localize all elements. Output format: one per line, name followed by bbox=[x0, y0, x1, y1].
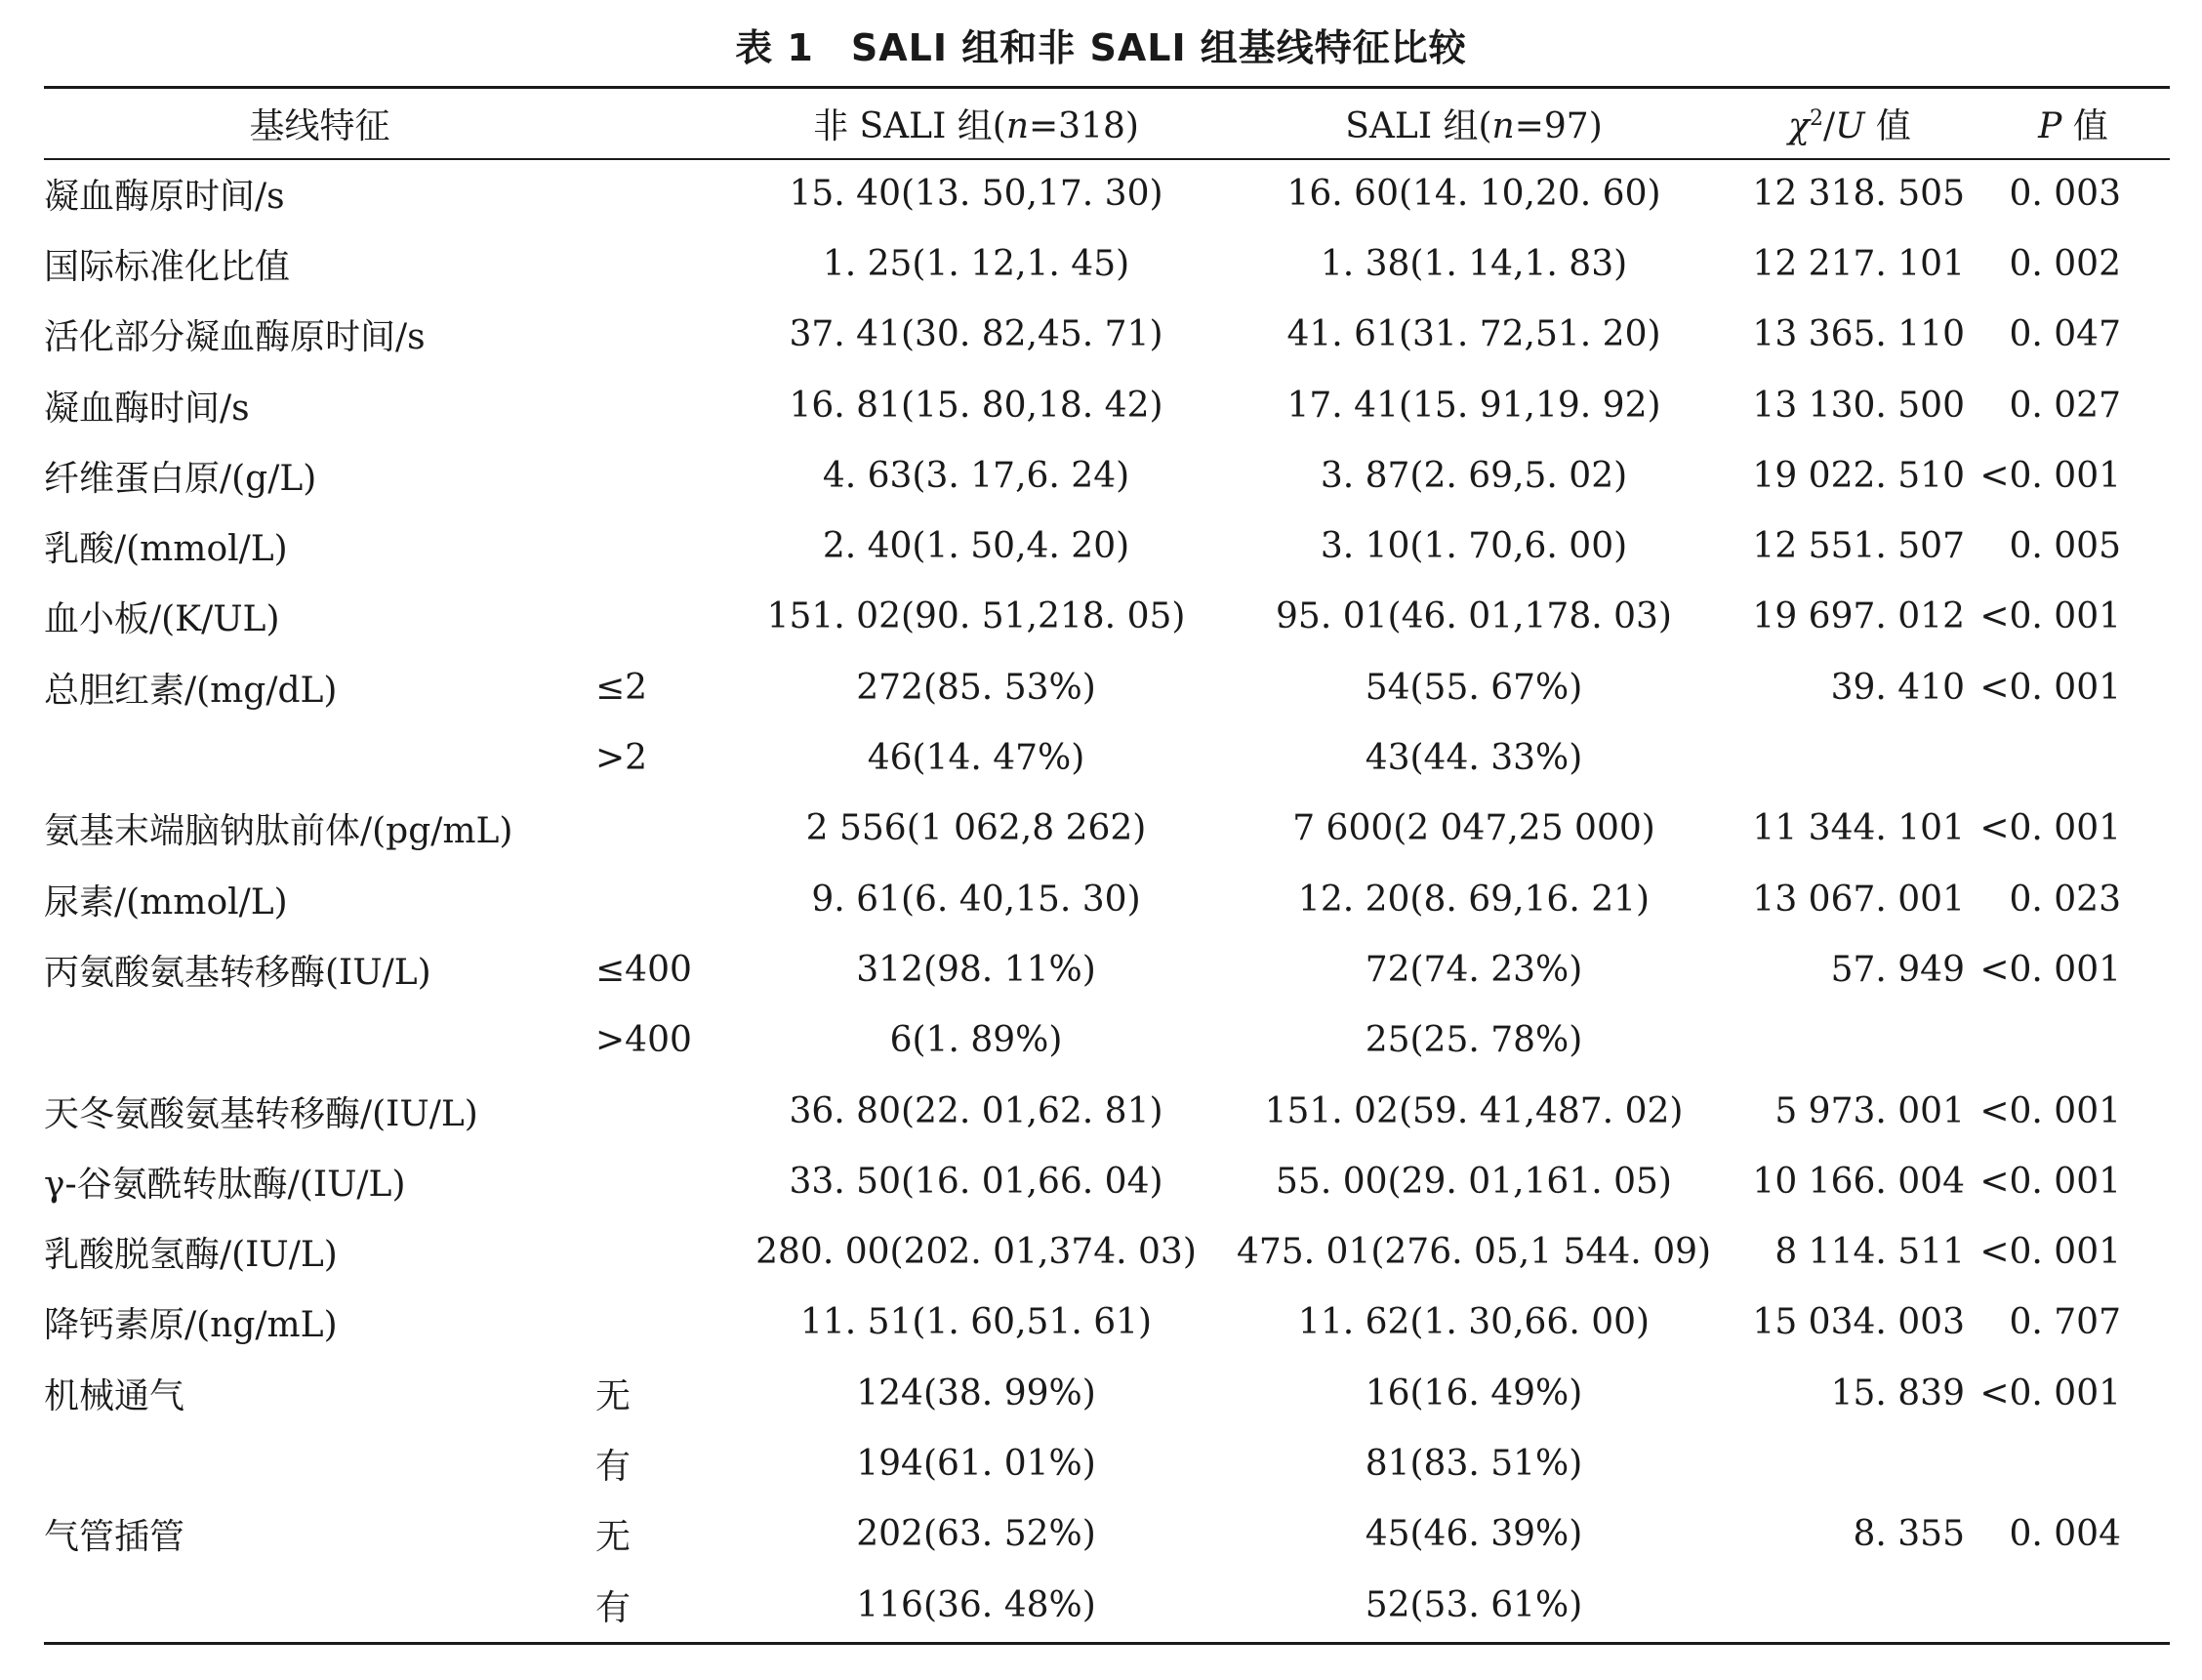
cell-statistic: 8 114. 511 bbox=[1774, 1232, 1965, 1273]
cell-feature: 乳酸/(mmol/L) bbox=[44, 529, 288, 570]
table-row bbox=[44, 864, 2170, 934]
cell-statistic: 12 318. 505 bbox=[1752, 173, 1965, 214]
cell-p-value: <0. 001 bbox=[1979, 1373, 2121, 1414]
cell-non-sali: 15. 40(13. 50,17. 30) bbox=[789, 173, 1163, 214]
cell-non-sali: 194(61. 01%) bbox=[856, 1443, 1096, 1484]
cell-subgroup bbox=[595, 1288, 727, 1358]
cell-sali: 16(16. 49%) bbox=[1365, 1373, 1583, 1414]
cell-sali: 95. 01(46. 01,178. 03) bbox=[1276, 596, 1672, 637]
cell-sali: 3. 87(2. 69,5. 02) bbox=[1320, 455, 1628, 496]
cell-p-value: 0. 023 bbox=[2009, 879, 2121, 920]
cell-sali: 41. 61(31. 72,51. 20) bbox=[1286, 314, 1661, 355]
cell-subgroup bbox=[595, 300, 727, 370]
cell-sali: 151. 02(59. 41,487. 02) bbox=[1264, 1090, 1684, 1131]
cell-feature bbox=[44, 722, 595, 793]
cell-feature: 天冬氨酸氨基转移酶/(IU/L) bbox=[44, 1093, 478, 1134]
cell-non-sali: 33. 50(16. 01,66. 04) bbox=[789, 1161, 1163, 1202]
cell-sali: 1. 38(1. 14,1. 83) bbox=[1320, 243, 1628, 284]
cell-non-sali: 37. 41(30. 82,45. 71) bbox=[789, 314, 1163, 355]
cell-feature: 乳酸脱氢酶/(IU/L) bbox=[44, 1235, 338, 1276]
table-body bbox=[44, 158, 2170, 1640]
cell-feature: 活化部分凝血酶原时间/s bbox=[44, 317, 426, 358]
table-title: SALI 组和非 SALI 组基线特征比较 bbox=[850, 26, 1467, 69]
cell-sali: 52(53. 61%) bbox=[1365, 1584, 1583, 1625]
cell-non-sali: 272(85. 53%) bbox=[856, 667, 1096, 708]
cell-statistic: 13 067. 001 bbox=[1752, 879, 1965, 920]
cell-p-value: <0. 001 bbox=[1979, 808, 2121, 849]
table-row bbox=[44, 440, 2170, 511]
cell-statistic bbox=[1723, 722, 1977, 793]
cell-non-sali: 280. 00(202. 01,374. 03) bbox=[755, 1232, 1197, 1273]
cell-p-value: <0. 001 bbox=[1979, 667, 2121, 708]
cell-non-sali: 312(98. 11%) bbox=[856, 949, 1096, 990]
cell-p-value: <0. 001 bbox=[1979, 1161, 2121, 1202]
cell-subgroup bbox=[595, 440, 727, 511]
cell-feature bbox=[44, 1005, 595, 1076]
cell-statistic bbox=[1723, 1428, 1977, 1498]
cell-sali: 11. 62(1. 30,66. 00) bbox=[1297, 1302, 1651, 1343]
cell-sali: 475. 01(276. 05,1 544. 09) bbox=[1236, 1232, 1712, 1273]
cell-subgroup bbox=[595, 511, 727, 581]
cell-non-sali: 4. 63(3. 17,6. 24) bbox=[822, 455, 1130, 496]
cell-subgroup bbox=[595, 370, 727, 440]
cell-feature: 氨基末端脑钠肽前体/(pg/mL) bbox=[44, 811, 513, 852]
cell-feature: 尿素/(mmol/L) bbox=[44, 881, 288, 922]
table-caption bbox=[0, 18, 2202, 71]
cell-non-sali: 6(1. 89%) bbox=[889, 1020, 1063, 1061]
cell-subgroup bbox=[595, 794, 727, 864]
cell-subgroup bbox=[595, 582, 727, 652]
cell-p-value: 0. 707 bbox=[2009, 1302, 2121, 1343]
cell-feature: 国际标准化比值 bbox=[44, 246, 291, 287]
table-header-row bbox=[44, 89, 2170, 158]
cell-feature: 气管插管 bbox=[44, 1517, 185, 1558]
cell-non-sali: 124(38. 99%) bbox=[856, 1373, 1096, 1414]
cell-feature: 降钙素原/(ng/mL) bbox=[44, 1305, 338, 1346]
table-row bbox=[44, 300, 2170, 370]
cell-non-sali: 9. 61(6. 40,15. 30) bbox=[811, 879, 1141, 920]
header-p-value: P 值 bbox=[2038, 106, 2108, 146]
cell-non-sali: 202(63. 52%) bbox=[856, 1514, 1096, 1555]
table-row bbox=[44, 1499, 2170, 1570]
cell-statistic: 13 130. 500 bbox=[1752, 385, 1965, 426]
cell-feature bbox=[44, 1570, 595, 1640]
cell-feature: 血小板/(K/UL) bbox=[44, 599, 280, 640]
cell-sali: 25(25. 78%) bbox=[1365, 1020, 1583, 1061]
cell-statistic: 13 365. 110 bbox=[1752, 314, 1965, 355]
cell-sali: 3. 10(1. 70,6. 00) bbox=[1320, 526, 1628, 567]
cell-p-value bbox=[1977, 1005, 2170, 1076]
cell-p-value: 0. 003 bbox=[2009, 173, 2121, 214]
table-row bbox=[44, 1428, 2170, 1498]
table-row bbox=[44, 722, 2170, 793]
cell-feature: 丙氨酸氨基转移酶(IU/L) bbox=[44, 952, 431, 993]
cell-non-sali: 2. 40(1. 50,4. 20) bbox=[822, 526, 1130, 567]
cell-p-value: <0. 001 bbox=[1979, 455, 2121, 496]
cell-subgroup: 无 bbox=[595, 1375, 632, 1416]
cell-subgroup: ≤2 bbox=[595, 667, 648, 708]
cell-non-sali: 2 556(1 062,8 262) bbox=[805, 808, 1147, 849]
cell-p-value: 0. 005 bbox=[2009, 526, 2121, 567]
cell-sali: 7 600(2 047,25 000) bbox=[1292, 808, 1655, 849]
cell-subgroup bbox=[595, 1216, 727, 1287]
cell-subgroup bbox=[595, 1146, 727, 1216]
cell-feature: 凝血酶时间/s bbox=[44, 388, 250, 429]
cell-sali: 43(44. 33%) bbox=[1365, 738, 1583, 779]
cell-non-sali: 16. 81(15. 80,18. 42) bbox=[789, 385, 1163, 426]
cell-statistic: 8. 355 bbox=[1853, 1514, 1965, 1555]
cell-sali: 55. 00(29. 01,161. 05) bbox=[1276, 1161, 1672, 1202]
cell-feature: γ-谷氨酰转肽酶/(IU/L) bbox=[44, 1164, 406, 1205]
cell-sali: 81(83. 51%) bbox=[1365, 1443, 1583, 1484]
cell-statistic: 12 551. 507 bbox=[1752, 526, 1965, 567]
cell-non-sali: 46(14. 47%) bbox=[867, 738, 1085, 779]
table-row bbox=[44, 1146, 2170, 1216]
table-row bbox=[44, 1005, 2170, 1076]
table-row bbox=[44, 158, 2170, 228]
header-subgroup bbox=[595, 89, 727, 158]
baseline-table bbox=[44, 89, 2170, 1640]
table-row bbox=[44, 1570, 2170, 1640]
table-row bbox=[44, 794, 2170, 864]
table-number: 表 1 bbox=[735, 26, 814, 69]
cell-subgroup: >400 bbox=[595, 1020, 692, 1061]
cell-subgroup bbox=[595, 228, 727, 299]
cell-subgroup: >2 bbox=[595, 738, 648, 779]
table-row bbox=[44, 934, 2170, 1004]
cell-p-value bbox=[1977, 722, 2170, 793]
cell-statistic: 11 344. 101 bbox=[1752, 808, 1965, 849]
cell-non-sali: 11. 51(1. 60,51. 61) bbox=[799, 1302, 1153, 1343]
header-statistic: $\chi^2/U$ 值 bbox=[1788, 106, 1911, 146]
table-row bbox=[44, 582, 2170, 652]
cell-sali: 54(55. 67%) bbox=[1365, 667, 1583, 708]
cell-feature: 机械通气 bbox=[44, 1375, 185, 1416]
cell-subgroup: ≤400 bbox=[595, 949, 692, 990]
header-group1: 非 SALI 组(n=318) bbox=[813, 106, 1139, 146]
cell-subgroup bbox=[595, 158, 727, 228]
table-row bbox=[44, 511, 2170, 581]
cell-sali: 12. 20(8. 69,16. 21) bbox=[1297, 879, 1651, 920]
table-row bbox=[44, 1288, 2170, 1358]
cell-p-value: 0. 004 bbox=[2009, 1514, 2121, 1555]
cell-sali: 17. 41(15. 91,19. 92) bbox=[1286, 385, 1661, 426]
bottom-rule bbox=[44, 1642, 2170, 1645]
cell-subgroup bbox=[595, 864, 727, 934]
table-row bbox=[44, 228, 2170, 299]
cell-feature: 凝血酶原时间/s bbox=[44, 176, 285, 217]
table-row bbox=[44, 1358, 2170, 1428]
cell-statistic: 15. 839 bbox=[1830, 1373, 1965, 1414]
cell-statistic: 15 034. 003 bbox=[1752, 1302, 1965, 1343]
cell-statistic bbox=[1723, 1005, 1977, 1076]
cell-non-sali: 116(36. 48%) bbox=[856, 1584, 1096, 1625]
header-feature: 基线特征 bbox=[249, 106, 390, 146]
cell-statistic bbox=[1723, 1570, 1977, 1640]
cell-statistic: 57. 949 bbox=[1830, 949, 1965, 990]
cell-sali: 72(74. 23%) bbox=[1365, 949, 1583, 990]
cell-statistic: 12 217. 101 bbox=[1752, 243, 1965, 284]
cell-non-sali: 36. 80(22. 01,62. 81) bbox=[789, 1090, 1163, 1131]
header-group2: SALI 组(n=97) bbox=[1345, 106, 1603, 146]
cell-statistic: 19 697. 012 bbox=[1752, 596, 1965, 637]
cell-feature bbox=[44, 1428, 595, 1498]
cell-subgroup: 有 bbox=[595, 1587, 632, 1628]
cell-p-value: <0. 001 bbox=[1979, 949, 2121, 990]
cell-subgroup: 无 bbox=[595, 1517, 632, 1558]
cell-p-value: <0. 001 bbox=[1979, 1090, 2121, 1131]
table-row bbox=[44, 652, 2170, 722]
cell-feature: 纤维蛋白原/(g/L) bbox=[44, 458, 317, 499]
cell-non-sali: 151. 02(90. 51,218. 05) bbox=[766, 596, 1186, 637]
table-row bbox=[44, 1076, 2170, 1146]
cell-statistic: 5 973. 001 bbox=[1774, 1090, 1965, 1131]
cell-sali: 16. 60(14. 10,20. 60) bbox=[1286, 173, 1661, 214]
cell-statistic: 10 166. 004 bbox=[1752, 1161, 1965, 1202]
cell-p-value: <0. 001 bbox=[1979, 1232, 2121, 1273]
cell-p-value: 0. 002 bbox=[2009, 243, 2121, 284]
table-row bbox=[44, 370, 2170, 440]
cell-non-sali: 1. 25(1. 12,1. 45) bbox=[822, 243, 1130, 284]
cell-p-value: 0. 027 bbox=[2009, 385, 2121, 426]
cell-statistic: 19 022. 510 bbox=[1752, 455, 1965, 496]
cell-p-value: <0. 001 bbox=[1979, 596, 2121, 637]
cell-p-value bbox=[1977, 1428, 2170, 1498]
table-row bbox=[44, 1216, 2170, 1287]
cell-p-value bbox=[1977, 1570, 2170, 1640]
cell-p-value: 0. 047 bbox=[2009, 314, 2121, 355]
cell-subgroup bbox=[595, 1076, 727, 1146]
cell-statistic: 39. 410 bbox=[1830, 667, 1965, 708]
cell-subgroup: 有 bbox=[595, 1446, 632, 1487]
cell-feature: 总胆红素/(mg/dL) bbox=[44, 670, 338, 711]
cell-sali: 45(46. 39%) bbox=[1365, 1514, 1583, 1555]
